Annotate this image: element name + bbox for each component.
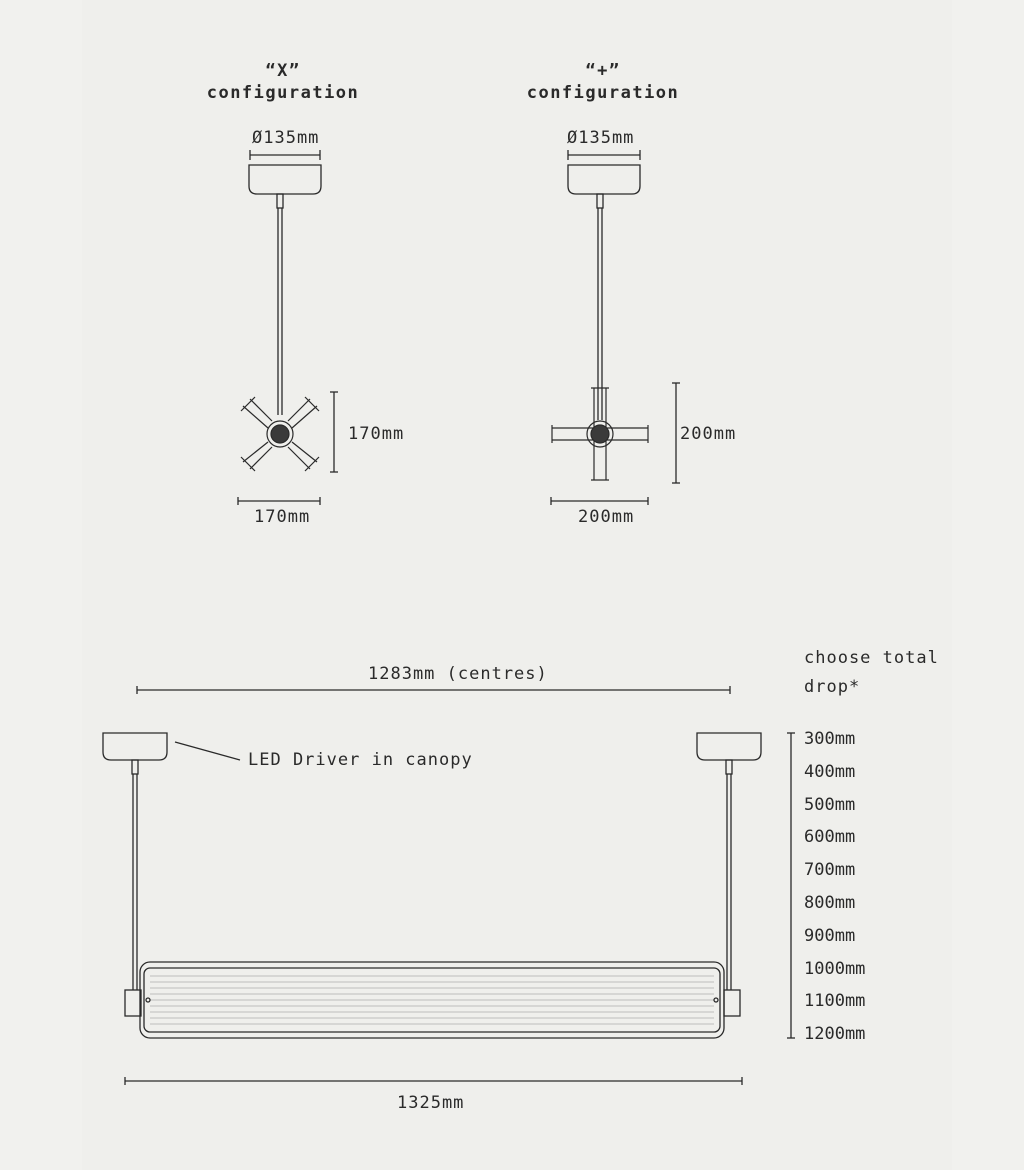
plus-config-title-line1: “+” xyxy=(585,61,621,81)
x-width-dimension: 170mm xyxy=(254,507,311,527)
plus-width-dimension: 200mm xyxy=(578,507,635,527)
drop-option: 900mm xyxy=(804,925,856,946)
plus-cross-shape xyxy=(552,388,648,480)
drop-heading-line2: drop* xyxy=(804,677,861,697)
plus-rod-connector xyxy=(597,194,603,208)
linear-drawing xyxy=(103,686,795,1085)
drop-option: 1200mm xyxy=(804,1024,866,1045)
x-rod-connector xyxy=(277,194,283,208)
plus-canopy-diameter: Ø135mm xyxy=(567,128,635,148)
x-config-title xyxy=(200,60,366,104)
x-config-title-line1: “X” xyxy=(265,61,301,81)
x-config-drawing xyxy=(238,150,338,505)
overall-length-dimension: 1325mm xyxy=(397,1093,465,1113)
x-config-title-line2: configuration xyxy=(206,83,360,103)
drop-option: 800mm xyxy=(804,892,856,913)
right-canopy xyxy=(697,733,761,760)
plus-canopy xyxy=(568,165,640,194)
drop-option: 500mm xyxy=(804,794,856,815)
drop-heading-line1: choose total xyxy=(804,648,939,668)
body-ribs xyxy=(150,976,714,1024)
drop-option: 1000mm xyxy=(804,958,866,979)
x-height-dimension: 170mm xyxy=(348,424,405,444)
drop-options-list xyxy=(804,726,865,1054)
plus-config-title-line2: configuration xyxy=(526,83,680,103)
drop-option: 600mm xyxy=(804,827,856,848)
drop-option: 1100mm xyxy=(804,991,866,1012)
plus-config-title xyxy=(520,60,686,104)
x-canopy xyxy=(249,165,321,194)
led-driver-note: LED Driver in canopy xyxy=(248,750,473,770)
plus-height-dimension: 200mm xyxy=(680,424,737,444)
x-canopy-diameter: Ø135mm xyxy=(252,128,320,148)
x-cross-shape xyxy=(241,397,319,471)
plus-config-drawing xyxy=(551,150,680,505)
drop-option: 400mm xyxy=(804,761,856,782)
driver-leader-line xyxy=(175,742,240,760)
drop-option: 700mm xyxy=(804,860,856,881)
centres-dimension: 1283mm (centres) xyxy=(368,664,548,684)
drop-option: 300mm xyxy=(804,729,856,749)
left-canopy xyxy=(103,733,167,760)
